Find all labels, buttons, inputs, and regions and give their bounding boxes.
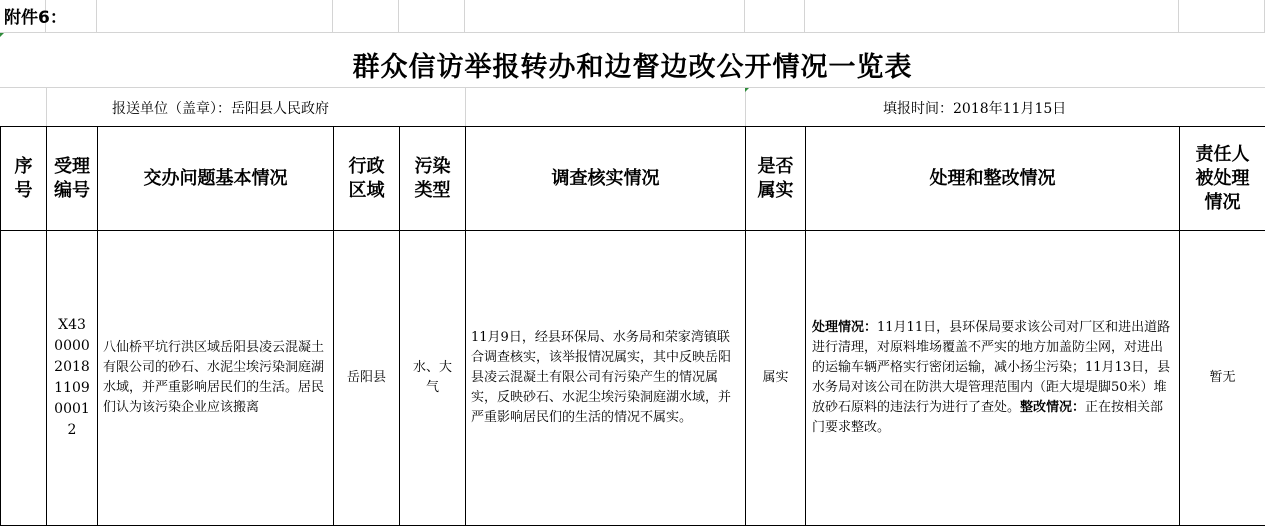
header-handling[interactable] [806,127,1180,231]
header-region[interactable] [334,127,400,231]
grid-line [46,88,47,126]
attachment-label: 附件6： [4,3,67,28]
grid-line [745,88,746,126]
report-unit: 报送单位（盖章）：岳阳县人民政府 [112,98,329,118]
title-row [0,33,1265,88]
header-handling-text: 处理和整改情况 [930,168,1056,189]
header-case-no[interactable] [47,127,98,231]
grid-cell [805,0,1179,33]
header-issue[interactable] [98,127,334,231]
cell-case-no-text: X4300002018110900012 [54,315,90,441]
cell-investigation-text: 11月9日，经县环保局、水务局和荣家湾镇联合调查核实，该举报情况属实，其中反映岳阳县凌云混凝土有限公司有污染产生的情况属实，反映砂石、水泥尘埃污染洞庭湖水域，并严重影响居民们的生活的情况不属实。 [471,330,731,425]
header-pollution[interactable] [400,127,466,231]
grid-cell [465,0,745,33]
table-row [1,231,1265,526]
cell-comment-marker [745,88,749,92]
handling-text: 11月11日，县环保局要求该公司对厂区和进出道路进行清理，对原料堆场覆盖不严实的地方加盖防尘网，对进出的运输车辆严格实行密闭运输，减小扬尘污染；11月13日，县水务局对该公司在防洪大堤管理范围内（距大堤堤脚50米）堆放砂石原料的违法行为进行了查处。 [812,320,1170,415]
cell-pollution-text: 水、大气 [411,358,455,398]
cell-handling[interactable] [806,231,1180,526]
rectification-text: 正在按相关部门要求整改。 [812,400,1163,435]
grid-cell [333,0,399,33]
fill-time: 填报时间：2018年11月15日 [883,98,1066,118]
cell-case-no[interactable] [47,231,98,526]
header-issue-text: 交办问题基本情况 [144,168,288,189]
header-accountability-text: 责任人被处理情况 [1194,143,1252,215]
header-row [1,127,1265,231]
grid-cell [399,0,465,33]
cell-region-text: 岳阳县 [347,370,386,385]
header-investigation-text: 调查核实情况 [552,168,660,189]
header-investigation[interactable] [466,127,746,231]
header-seq[interactable] [1,127,47,231]
header-accountability[interactable] [1180,127,1265,231]
cell-issue-text: 八仙桥平坑行洪区域岳阳县凌云混凝土有限公司的砂石、水泥尘埃污染洞庭湖水域，并严重影响居民们的生活。居民们认为该污染企业应该搬离 [103,340,324,415]
cell-issue[interactable] [98,231,334,526]
grid-cell [745,0,805,33]
page-title: 群众信访举报转办和边督边改公开情况一览表 [0,45,1265,84]
grid-cell [97,0,333,33]
header-verified[interactable] [746,127,806,231]
info-row [0,88,1265,126]
header-region-text: 行政区域 [347,155,387,203]
grid-cell [1179,0,1265,33]
cell-pollution[interactable] [400,231,466,526]
report-table [0,126,1265,526]
rectification-label: 整改情况： [1020,400,1085,415]
cell-comment-marker [0,33,4,37]
header-verified-text: 是否属实 [756,155,796,203]
cell-verified-text: 属实 [762,370,788,385]
cell-accountability[interactable] [1180,231,1265,526]
header-case-no-text: 受理编号 [52,155,92,203]
cell-seq[interactable] [1,231,47,526]
cell-investigation[interactable] [466,231,746,526]
header-pollution-text: 污染类型 [413,155,453,203]
cell-verified[interactable] [746,231,806,526]
cell-region[interactable] [334,231,400,526]
grid-line [465,88,466,126]
cell-accountability-text: 暂无 [1209,370,1235,385]
header-seq-text: 序号 [13,155,35,203]
handling-label: 处理情况： [812,320,877,335]
